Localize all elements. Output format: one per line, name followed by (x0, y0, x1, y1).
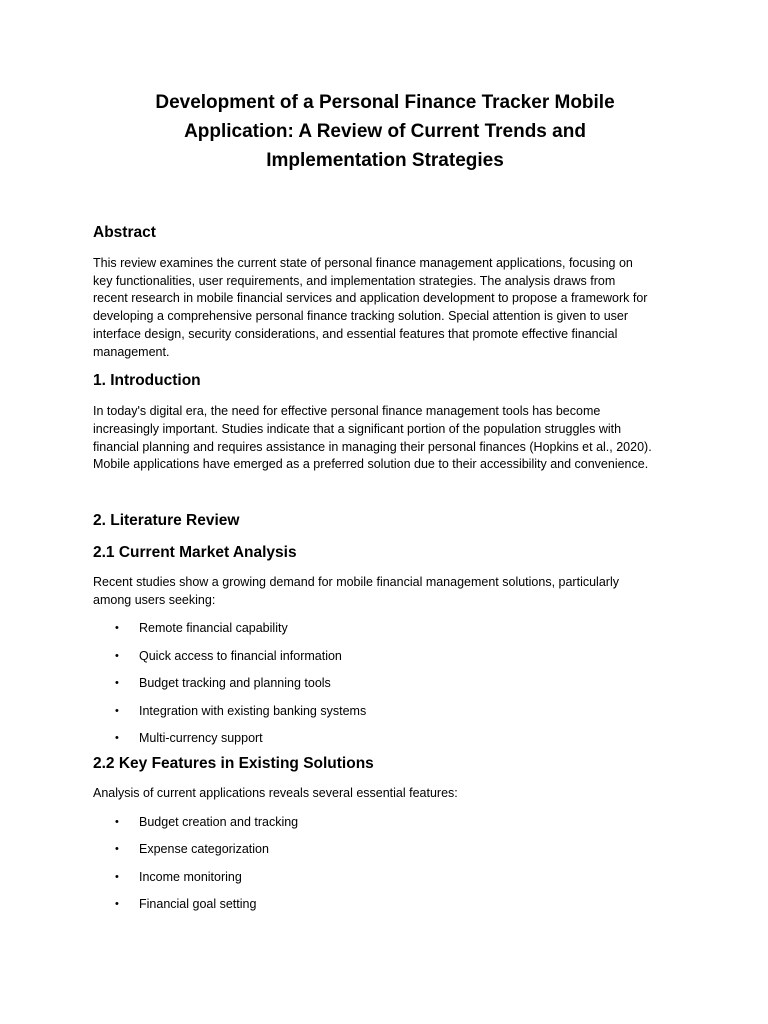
key-features-heading: 2.2 Key Features in Existing Solutions (93, 755, 374, 773)
text-line: Mobile applications have emerged as a preferred solution due to their accessibility and convenience. (93, 457, 649, 472)
text-line: developing a comprehensive personal finance tracking solution. Special attention is given to user (93, 309, 629, 324)
bullet-icon: • (115, 732, 119, 744)
list-item (93, 841, 677, 868)
title-line: Development of a Personal Finance Tracker Mobile (155, 92, 615, 113)
list-item-text: Budget tracking and planning tools (139, 676, 331, 691)
text-line: interface design, security considerations, and essential features that promote effective financial (93, 326, 618, 341)
list-item (93, 869, 677, 896)
list-item-text: Budget creation and tracking (139, 815, 299, 830)
paper-title (75, 88, 695, 175)
list-item (93, 730, 677, 757)
list-item (93, 675, 677, 702)
text-line: among users seeking: (93, 592, 216, 607)
list-item (93, 814, 677, 841)
literature-review-heading: 2. Literature Review (93, 512, 240, 530)
bullet-icon: • (115, 898, 119, 911)
abstract-heading: Abstract (93, 224, 156, 241)
list-item (93, 703, 677, 730)
list-item-text: Quick access to financial information (139, 648, 342, 663)
title-line: Application: A Review of Current Trends and (184, 121, 586, 142)
bullet-icon: • (115, 649, 119, 662)
list-item-text: Remote financial capability (139, 621, 288, 636)
text-line: In today's digital era, the need for effective personal finance management tools has become (93, 404, 601, 419)
text-line: Recent studies show a growing demand for mobile financial management solutions, particularly (93, 575, 619, 590)
list-item-text: Multi-currency support (139, 731, 263, 745)
text-line: increasingly important. Studies indicate that a significant portion of the population struggles with (93, 421, 622, 436)
text-line: Analysis of current applications reveals several essential features: (93, 786, 458, 801)
list-item-text: Financial goal setting (139, 897, 257, 912)
list-item (93, 896, 677, 923)
document-page (93, 88, 677, 924)
key-features-list (93, 814, 677, 924)
list-item-text: Integration with existing banking systems (139, 703, 367, 718)
market-needs-list (93, 620, 677, 757)
list-item-text: Expense categorization (139, 842, 269, 857)
list-item-text: Income monitoring (139, 869, 242, 884)
introduction-paragraph (93, 403, 677, 474)
bullet-icon: • (115, 704, 119, 717)
market-analysis-heading: 2.1 Current Market Analysis (93, 544, 297, 562)
list-item (93, 648, 677, 675)
text-line: financial planning and requires assistance in managing their personal finances (Hopkins et al., 2020). (93, 439, 652, 454)
title-line: Implementation Strategies (266, 150, 504, 171)
bullet-icon: • (115, 843, 119, 856)
text-line: recent research in mobile financial services and application development to propose a framework for (93, 291, 648, 306)
key-features-paragraph (93, 785, 677, 803)
bullet-icon: • (115, 677, 119, 690)
introduction-heading: 1. Introduction (93, 372, 201, 390)
market-analysis-paragraph (93, 574, 677, 609)
text-line: management. (93, 344, 170, 359)
text-line: This review examines the current state of personal finance management applications, focusing on (93, 256, 633, 270)
text-line: key functionalities, user requirements, and implementation strategies. The analysis draws from (93, 273, 616, 288)
bullet-icon: • (115, 870, 119, 883)
bullet-icon: • (115, 622, 119, 635)
abstract-paragraph (93, 255, 677, 361)
list-item (93, 620, 677, 647)
bullet-icon: • (115, 816, 119, 829)
